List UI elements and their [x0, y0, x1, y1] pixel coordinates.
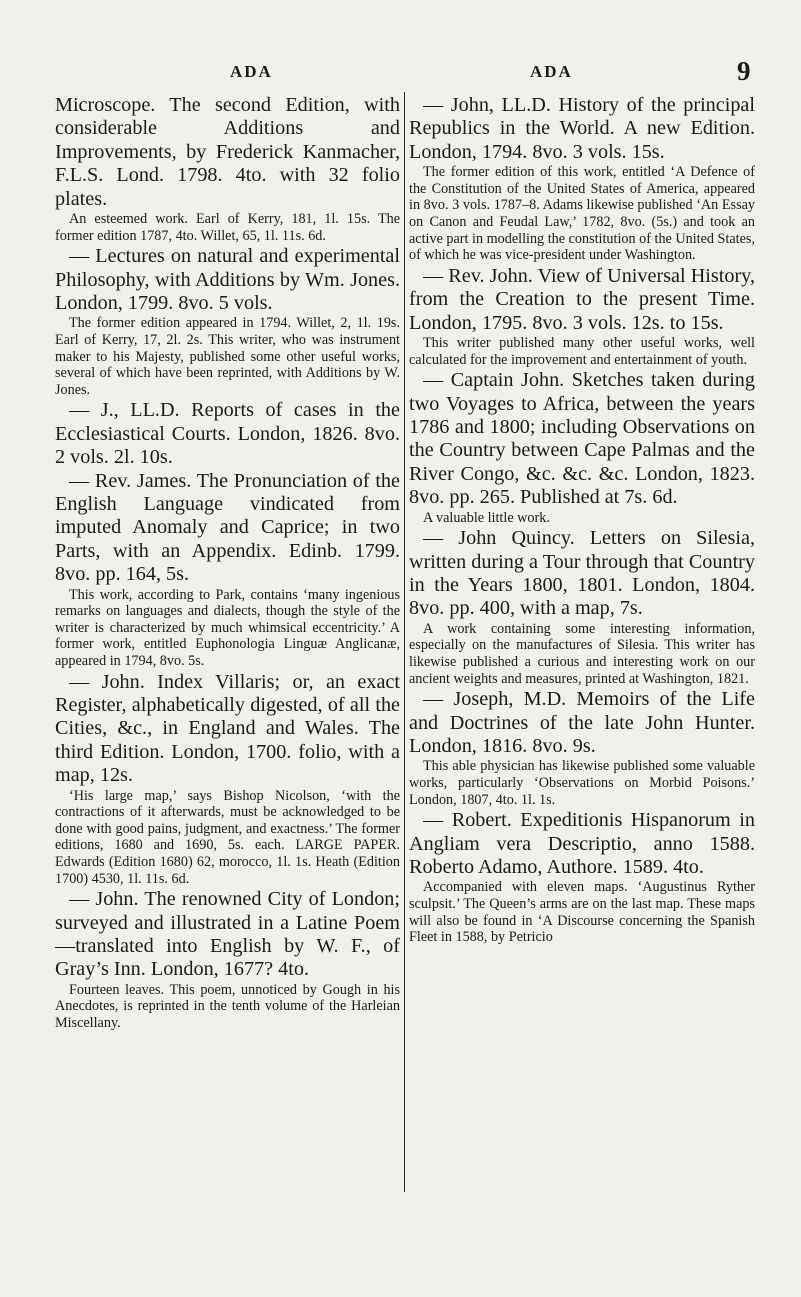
entry-heading: — Robert. Expeditionis Hispanorum in Angliam vera Descriptio, anno 1588. Roberto Adamo, Authore. 1589. 4to.	[409, 809, 755, 879]
entry-heading: — Rev. James. The Pronunciation of the English Language vindicated from imputed Anomaly and Caprice; in two Parts, with an Appendix. Edinb. 1799. 8vo. pp. 164, 5s.	[55, 469, 400, 586]
entry-annotation: The former edition of this work, entitled ‘A Defence of the Constitution of the United States of America, appeared in 8vo. 3 vols. 1787–8. Adams likewise published ‘An Essay on Canon and Feudal Law,’ 1782, 8vo. (5s.) and took an active part in modelling the constitution of the United States, of which he was vice-president under Washington.	[409, 164, 755, 264]
entry-annotation: ‘His large map,’ says Bishop Nicolson, ‘with the contractions of it afterwards, must be acknowledged to be done with good pains, judgment, and exactness.’ The former editions, 1680 and 1690, 5s. each. LARGE PAPER. Edwards (Edition 1680) 62, morocco, 1l. 1s. Heath (Edition 1700) 4530, 1l. 11s. 6d.	[55, 787, 400, 887]
running-head-left: ADA	[230, 62, 273, 81]
entry-annotation: Accompanied with eleven maps. ‘Augustinus Ryther sculpsit.’ The Queen’s arms are on the last map. These maps will also be found in ‘A Discourse concerning the Spanish Fleet in 1588, by Petricio	[409, 879, 755, 946]
entry-annotation: A work containing some interesting information, especially on the manufactures of Silesia. This writer has likewise published a curious and interesting work on our ancient weights and measures, printed at Washington, 1821.	[409, 620, 755, 687]
column-rule	[404, 92, 405, 1192]
entry-heading: — John, LL.D. History of the principal Republics in the World. A new Edition. London, 1794. 8vo. 3 vols. 15s.	[409, 94, 755, 163]
entry-heading: — Joseph, M.D. Memoirs of the Life and Doctrines of the late John Hunter. London, 1816. 8vo. 9s.	[409, 688, 755, 758]
entry-heading: — Captain John. Sketches taken during two Voyages to Africa, between the years 1786 and 1800; including Observations on the Country between Cape Palmas and the River Congo, &c. &c. &c. London, 1823. 8vo. pp. 265. Published at 7s. 6d.	[409, 369, 755, 509]
entry-heading: — John. The renowned City of London; surveyed and illustrated in a Latine Poem—translated into English by W. F., of Gray’s Inn. London, 1677? 4to.	[55, 888, 400, 981]
entry-annotation: An esteemed work. Earl of Kerry, 181, 1l. 15s. The former edition 1787, 4to. Willet, 65, 1l. 11s. 6d.	[55, 211, 400, 244]
entry-heading: — John Quincy. Letters on Silesia, written during a Tour through that Country in the Years 1800, 1801. London, 1804. 8vo. pp. 400, with a map, 7s.	[409, 527, 755, 620]
entry-annotation: This work, according to Park, contains ‘many ingenious remarks on languages and dialects, though the style of the writer is characterized by much whimsical eccentricity.’ A former work, entitled Euphonologia Linguæ Anglicanæ, appeared in 1794, 8vo. 5s.	[55, 586, 400, 670]
entry-annotation: This writer published many other useful works, well calculated for the improvement and entertainment of youth.	[409, 335, 755, 368]
entry-annotation: Fourteen leaves. This poem, unnoticed by Gough in his Anecdotes, is reprinted in the tenth volume of the Harleian Miscellany.	[55, 981, 400, 1032]
entry-heading: — John. Index Villaris; or, an exact Register, alphabetically digested, of all the Cities, &c., in England and Wales. The third Edition. London, 1700. folio, with a map, 12s.	[55, 670, 400, 787]
right-column	[409, 94, 755, 947]
left-column	[55, 94, 400, 1033]
entry-annotation: The former edition appeared in 1794. Willet, 2, 1l. 19s. Earl of Kerry, 17, 2l. 2s. This writer, who was instrument maker to his Majesty, published some other useful works, several of which have been reprinted, with Additions by W. Jones.	[55, 315, 400, 398]
entry-annotation: A valuable little work.	[423, 509, 550, 526]
running-head-right: ADA	[530, 62, 573, 81]
page-number: 9	[737, 56, 751, 86]
entry-heading: — Lectures on natural and experimental Philosophy, with Additions by Wm. Jones. London, 1799. 8vo. 5 vols.	[55, 245, 400, 315]
entry-annotation: This able physician has likewise published some valuable works, particularly ‘Observations on Morbid Poisons.’ London, 1807, 4to. 1l. 1s.	[409, 758, 755, 808]
running-header	[0, 56, 801, 86]
entry-heading: — Rev. John. View of Universal History, from the Creation to the present Time. London, 1795. 8vo. 3 vols. 12s. to 15s.	[409, 264, 755, 334]
entry-heading: — J., LL.D. Reports of cases in the Ecclesiastical Courts. London, 1826. 8vo. 2 vols. 2l. 10s.	[55, 399, 400, 469]
entry-heading: Microscope. The second Edition, with considerable Additions and Improvements, by Frederick Kanmacher, F.L.S. Lond. 1798. 4to. with 32 folio plates.	[55, 94, 400, 210]
